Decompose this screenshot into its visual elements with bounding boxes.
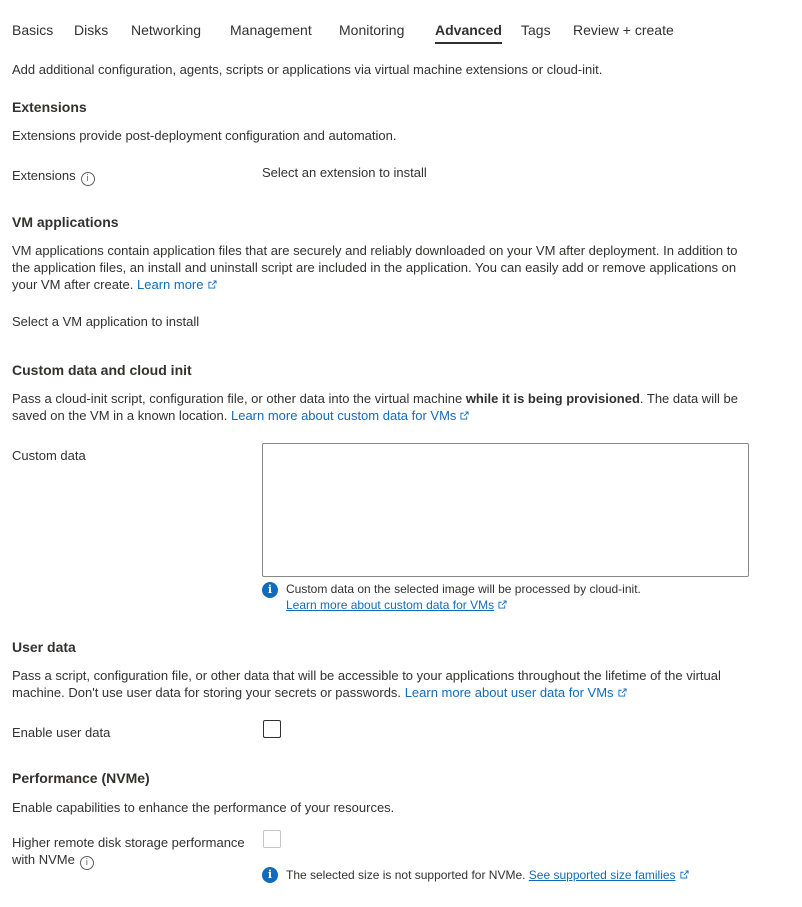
nvme-label-line2: with NVMe bbox=[12, 852, 75, 867]
info-icon[interactable]: i bbox=[81, 172, 95, 186]
custom-data-field-label: Custom data bbox=[12, 448, 86, 463]
custom-data-desc-bold: while it is being provisioned bbox=[465, 391, 640, 406]
nvme-info-row bbox=[286, 867, 689, 883]
user-data-learn-more-label: Learn more about user data for VMs bbox=[404, 685, 614, 700]
user-data-description bbox=[12, 667, 792, 701]
user-data-description-line1: Pass a script, configuration file, or other data that will be accessible to your applications throughout the lifetime of the virtual bbox=[12, 668, 721, 683]
custom-data-info-link[interactable] bbox=[286, 597, 507, 613]
tab-tags[interactable]: Tags bbox=[521, 22, 551, 38]
vm-applications-learn-more-link[interactable] bbox=[137, 277, 216, 292]
nvme-label-line1: Higher remote disk storage performance bbox=[12, 835, 245, 850]
nvme-info-text: The selected size is not supported for NVMe. bbox=[286, 868, 526, 882]
custom-data-desc-part1: Pass a cloud-init script, configuration file, or other data into the virtual machine bbox=[12, 391, 463, 406]
vm-applications-description-line2: the application files, an install and uninstall script are included in the application. You can easily add or remove applications on bbox=[12, 260, 737, 275]
external-link-icon bbox=[498, 600, 507, 609]
user-data-heading: User data bbox=[12, 639, 76, 655]
extensions-heading: Extensions bbox=[12, 99, 87, 115]
external-link-icon bbox=[208, 280, 217, 289]
custom-data-description-line1 bbox=[12, 390, 792, 407]
custom-data-learn-more-link[interactable] bbox=[231, 408, 469, 423]
enable-user-data-checkbox[interactable] bbox=[263, 720, 281, 738]
info-filled-icon: i bbox=[262, 582, 278, 598]
performance-heading: Performance (NVMe) bbox=[12, 770, 150, 786]
vm-applications-description-line3: your VM after create. bbox=[12, 277, 134, 292]
external-link-icon bbox=[460, 411, 469, 420]
tab-networking[interactable]: Networking bbox=[131, 22, 202, 38]
custom-data-info-text: Custom data on the selected image will be processed by cloud-init. bbox=[286, 582, 641, 596]
custom-data-info-link-label: Learn more about custom data for VMs bbox=[286, 598, 495, 612]
user-data-description-line2-wrap bbox=[12, 684, 792, 701]
intro-text: Add additional configuration, agents, scripts or applications via virtual machine extensions or cloud-init. bbox=[12, 62, 603, 77]
custom-data-heading: Custom data and cloud init bbox=[12, 362, 192, 378]
select-extension-link[interactable]: Select an extension to install bbox=[262, 165, 427, 180]
tab-advanced[interactable] bbox=[435, 22, 502, 38]
active-tab-indicator bbox=[435, 42, 502, 44]
supported-size-families-link[interactable] bbox=[529, 868, 689, 882]
select-vm-application-link[interactable]: Select a VM application to install bbox=[12, 314, 200, 329]
tab-monitoring[interactable]: Monitoring bbox=[339, 22, 405, 38]
tab-management[interactable]: Management bbox=[230, 22, 312, 38]
info-filled-icon: i bbox=[262, 867, 278, 883]
extensions-description: Extensions provide post-deployment configuration and automation. bbox=[12, 128, 397, 143]
vm-applications-description-line3-wrap bbox=[12, 276, 792, 293]
nvme-label-line2-wrap bbox=[12, 851, 245, 870]
tab-review-create[interactable]: Review + create bbox=[573, 22, 674, 38]
extensions-label-text: Extensions bbox=[12, 168, 76, 183]
info-icon[interactable]: i bbox=[80, 856, 94, 870]
nvme-field-label bbox=[12, 834, 245, 870]
performance-description: Enable capabilities to enhance the performance of your resources. bbox=[12, 800, 395, 815]
vm-applications-heading: VM applications bbox=[12, 214, 119, 230]
extensions-field-label bbox=[12, 167, 95, 186]
tab-advanced-label: Advanced bbox=[435, 22, 502, 38]
enable-user-data-label: Enable user data bbox=[12, 725, 111, 740]
tab-basics[interactable]: Basics bbox=[12, 22, 54, 38]
external-link-icon bbox=[680, 870, 689, 879]
vm-applications-description-line1: VM applications contain application files that are securely and reliably downloaded on your VM after deployment. In addition to bbox=[12, 243, 738, 258]
supported-size-families-label: See supported size families bbox=[528, 868, 676, 882]
custom-data-desc-line2-text: saved on the VM in a known location. bbox=[12, 408, 228, 423]
custom-data-description bbox=[12, 390, 792, 424]
nvme-checkbox[interactable] bbox=[263, 830, 281, 848]
learn-more-label: Learn more bbox=[137, 277, 204, 292]
custom-data-textarea[interactable] bbox=[262, 443, 749, 577]
custom-data-learn-more-label: Learn more about custom data for VMs bbox=[230, 408, 457, 423]
external-link-icon bbox=[618, 688, 627, 697]
user-data-learn-more-link[interactable] bbox=[405, 685, 627, 700]
user-data-description-line2: machine. Don't use user data for storing your secrets or passwords. bbox=[12, 685, 402, 700]
tab-disks[interactable]: Disks bbox=[74, 22, 109, 38]
custom-data-description-line2 bbox=[12, 407, 792, 424]
vm-applications-description bbox=[12, 242, 792, 293]
custom-data-desc-part2: . The data will be bbox=[639, 391, 738, 406]
